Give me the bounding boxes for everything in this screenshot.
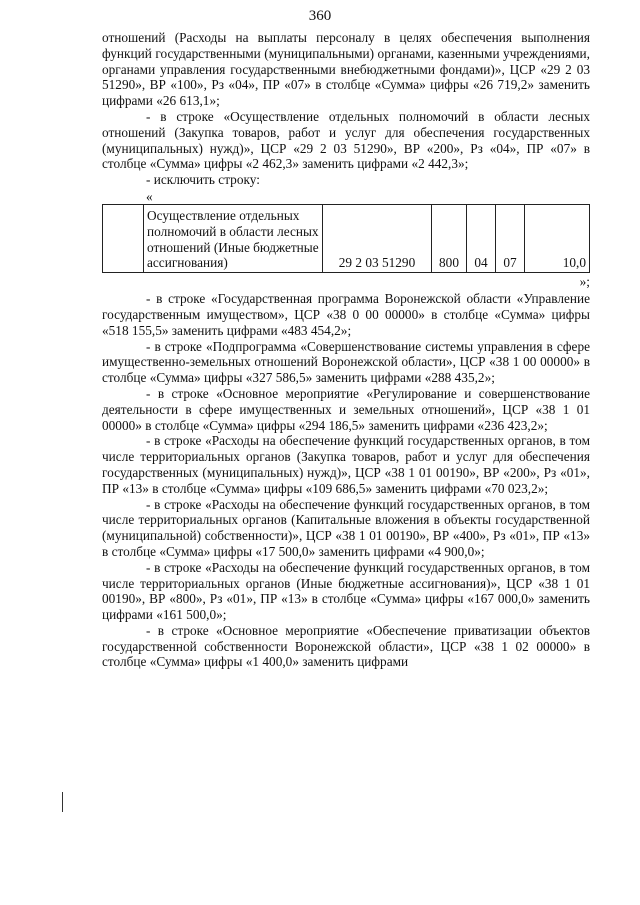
paragraph: - в строке «Основное мероприятие «Обеспечение приватизации объектов государственной собственности Воронежской области», ЦСР «38 1 02 00000» в столбце «Сумма» цифры «1 400,0» заменить цифрами bbox=[102, 622, 590, 670]
paragraph: - в строке «Осуществление отдельных полномочий в области лесных отношений (Закупка товаров, работ и услуг для обеспечения государственных (муниципальных) нужд)», ЦСР «29 2 03 51290», ВР «200», Рз «04», ПР «07» в столбце «Сумма» цифры «2 462,3» заменить цифрами «2 442,3»; bbox=[102, 108, 590, 172]
paragraph: - в строке «Расходы на обеспечение функций государственных органов, в том числе территориальных органов (Закупка товаров, работ и услуг для обеспечения государственных (муниципальных) нужд)», ЦСР «38 1 01 00190», ВР «200», Рз «01», ПР «13» в столбце «Сумма» цифры «109 686,5» заменить цифрами «70 023,2»; bbox=[102, 433, 590, 496]
empty-cell bbox=[103, 204, 144, 272]
vr-cell: 800 bbox=[432, 204, 467, 272]
row-name-cell: Осуществление отдельных полномочий в области лесных отношений (Иные бюджетные ассигнования) bbox=[144, 204, 323, 272]
margin-mark bbox=[62, 792, 63, 812]
table-row bbox=[103, 204, 590, 272]
paragraphs-before-table bbox=[102, 30, 590, 188]
document-body bbox=[102, 30, 590, 670]
paragraph: - в строке «Подпрограмма «Совершенствование системы управления в сфере имущественно-земельных отношений Воронежской области», ЦСР «38 1 00 00000» в столбце «Сумма» цифры «327 586,5» заменить цифрами «288 435,2»; bbox=[102, 338, 590, 386]
paragraph: - в строке «Расходы на обеспечение функций государственных органов, в том числе территориальных органов (Иные бюджетные ассигнования)», ЦСР «38 1 01 00190», ВР «800», Рз «01», ПР «13» в столбце «Сумма» цифры «167 000,0» заменить цифрами «161 500,0»; bbox=[102, 559, 590, 623]
paragraph: - исключить строку: bbox=[146, 172, 260, 188]
paragraphs-after-table bbox=[102, 291, 590, 670]
rz-cell: 04 bbox=[467, 204, 496, 272]
csr-cell: 29 2 03 51290 bbox=[323, 204, 432, 272]
table-close-quote: »; bbox=[579, 274, 590, 290]
paragraph: - в строке «Государственная программа Воронежской области «Управление государственным имуществом», ЦСР «38 0 00 00000» в столбце «Сумма» цифры «518 155,5» заменить цифрами «483 454,2»; bbox=[102, 291, 590, 338]
pr-cell: 07 bbox=[496, 204, 525, 272]
paragraph: - в строке «Расходы на обеспечение функций государственных органов, в том числе территориальных органов (Капитальные вложения в объекты государственной (муниципальной) собственности)», ЦСР «38 1 01 00190», ВР «400», Рз «01», ПР «13» в столбце «Сумма» цифры «17 500,0» заменить цифрами «4 900,0»; bbox=[102, 496, 590, 559]
table-open-quote: « bbox=[146, 188, 153, 204]
excluded-row-table bbox=[102, 204, 590, 273]
paragraph: - в строке «Основное мероприятие «Регулирование и совершенствование деятельности в сфере имущественных и земельных отношений», ЦСР «38 1 01 00000» в столбце «Сумма» цифры «294 186,5» заменить цифрами «236 423,2»; bbox=[102, 385, 590, 433]
page-number: 360 bbox=[308, 8, 332, 24]
sum-cell: 10,0 bbox=[525, 204, 590, 272]
paragraph: отношений (Расходы на выплаты персоналу в целях обеспечения выполнения функций государственными (муниципальными) органами, казенными учреждениями, органами управления государственными внебюджетными фондами)», ЦСР «29 2 03 51290», ВР «100», Рз «04», ПР «07» в столбце «Сумма» цифры «26 719,2» заменить цифрами «26 613,1»; bbox=[102, 30, 590, 109]
